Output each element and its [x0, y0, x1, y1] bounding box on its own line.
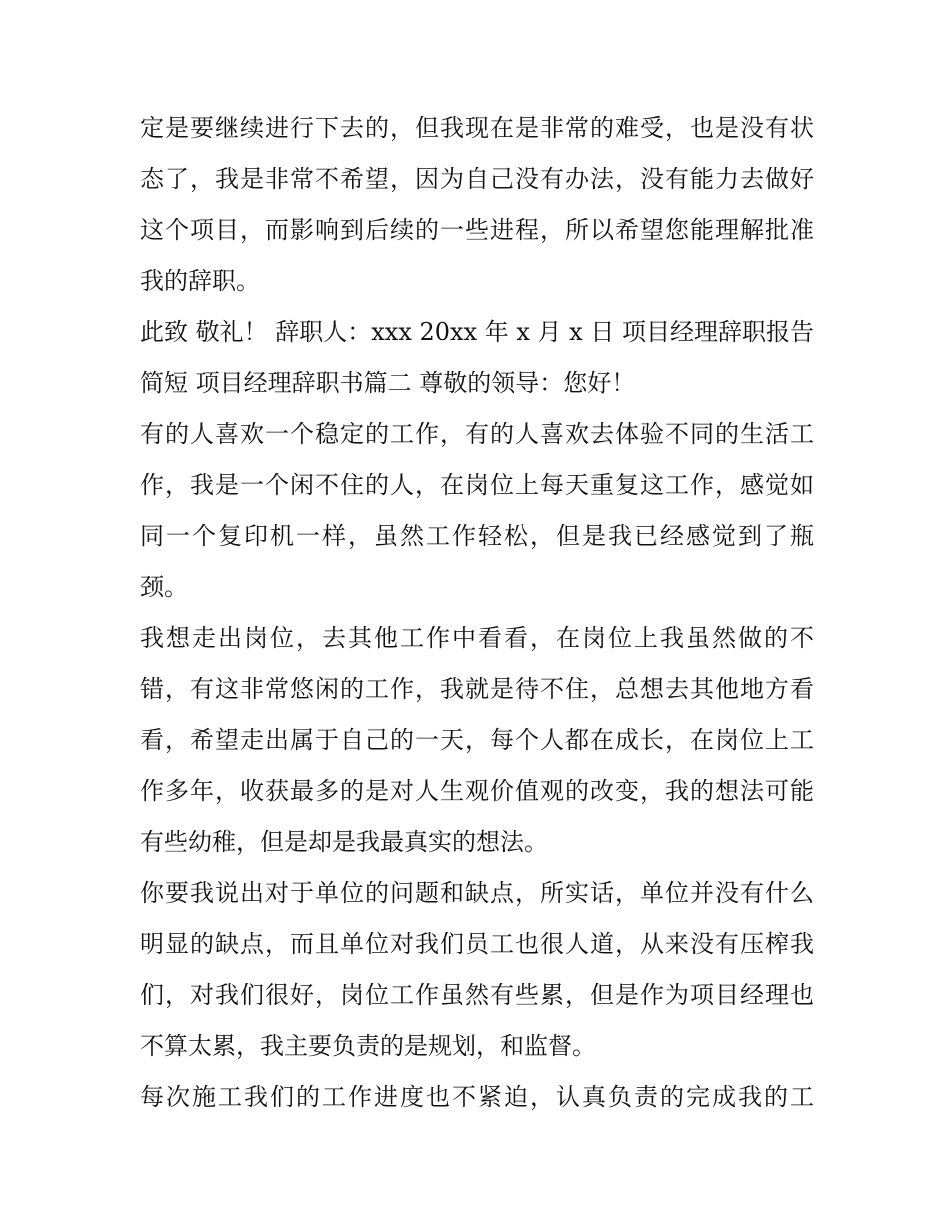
text-line: 此致 敬礼！ 辞职人：xxx 20xx 年 x 月 x 日 项目经理辞职报告: [140, 318, 814, 346]
text-line: 同一个复印机一样，虽然工作轻松，但是我已经感觉到了瓶: [140, 522, 814, 550]
text-line: 明显的缺点，而且单位对我们员工也很人道，从来没有压榨我: [140, 930, 814, 958]
text-line: 有些幼稚，但是却是我最真实的想法。: [140, 828, 548, 856]
text-line: 每次施工我们的工作进度也不紧迫，认真负责的完成我的工: [140, 1083, 814, 1111]
paragraph-6: [140, 1072, 814, 1123]
paragraph-1: [140, 103, 814, 307]
text-line: 作多年，收获最多的是对人生观价值观的改变，我的想法可能: [140, 777, 814, 805]
text-line: 这个项目，而影响到后续的一些进程，所以希望您能理解批准: [140, 216, 814, 244]
text-line: 错，有这非常悠闲的工作，我就是待不住，总想去其他地方看: [140, 675, 814, 703]
text-line: 定是要继续进行下去的，但我现在是非常的难受，也是没有状: [140, 114, 814, 142]
text-line: 有的人喜欢一个稳定的工作，有的人喜欢去体验不同的生活工: [140, 420, 814, 448]
text-line: 我想走出岗位，去其他工作中看看，在岗位上我虽然做的不: [140, 624, 814, 652]
text-line: 你要我说出对于单位的问题和缺点，所实话，单位并没有什么: [140, 879, 814, 907]
paragraph-2: [140, 307, 814, 409]
text-line: 看，希望走出属于自己的一天，每个人都在成长，在岗位上工: [140, 726, 814, 754]
text-line: 简短 项目经理辞职书篇二 尊敬的领导：您好！: [140, 369, 636, 397]
text-line: 不算太累，我主要负责的是规划，和监督。: [140, 1032, 596, 1060]
text-line: 我的辞职。: [140, 267, 260, 295]
text-line: 作，我是一个闲不住的人，在岗位上每天重复这工作，感觉如: [140, 471, 814, 499]
text-line: 颈。: [140, 573, 188, 601]
text-line: 们，对我们很好，岗位工作虽然有些累，但是作为项目经理也: [140, 981, 814, 1009]
document-body: [140, 103, 814, 1123]
paragraph-4: [140, 613, 814, 868]
paragraph-3: [140, 409, 814, 613]
paragraph-5: [140, 868, 814, 1072]
text-line: 态了，我是非常不希望，因为自己没有办法，没有能力去做好: [140, 165, 814, 193]
